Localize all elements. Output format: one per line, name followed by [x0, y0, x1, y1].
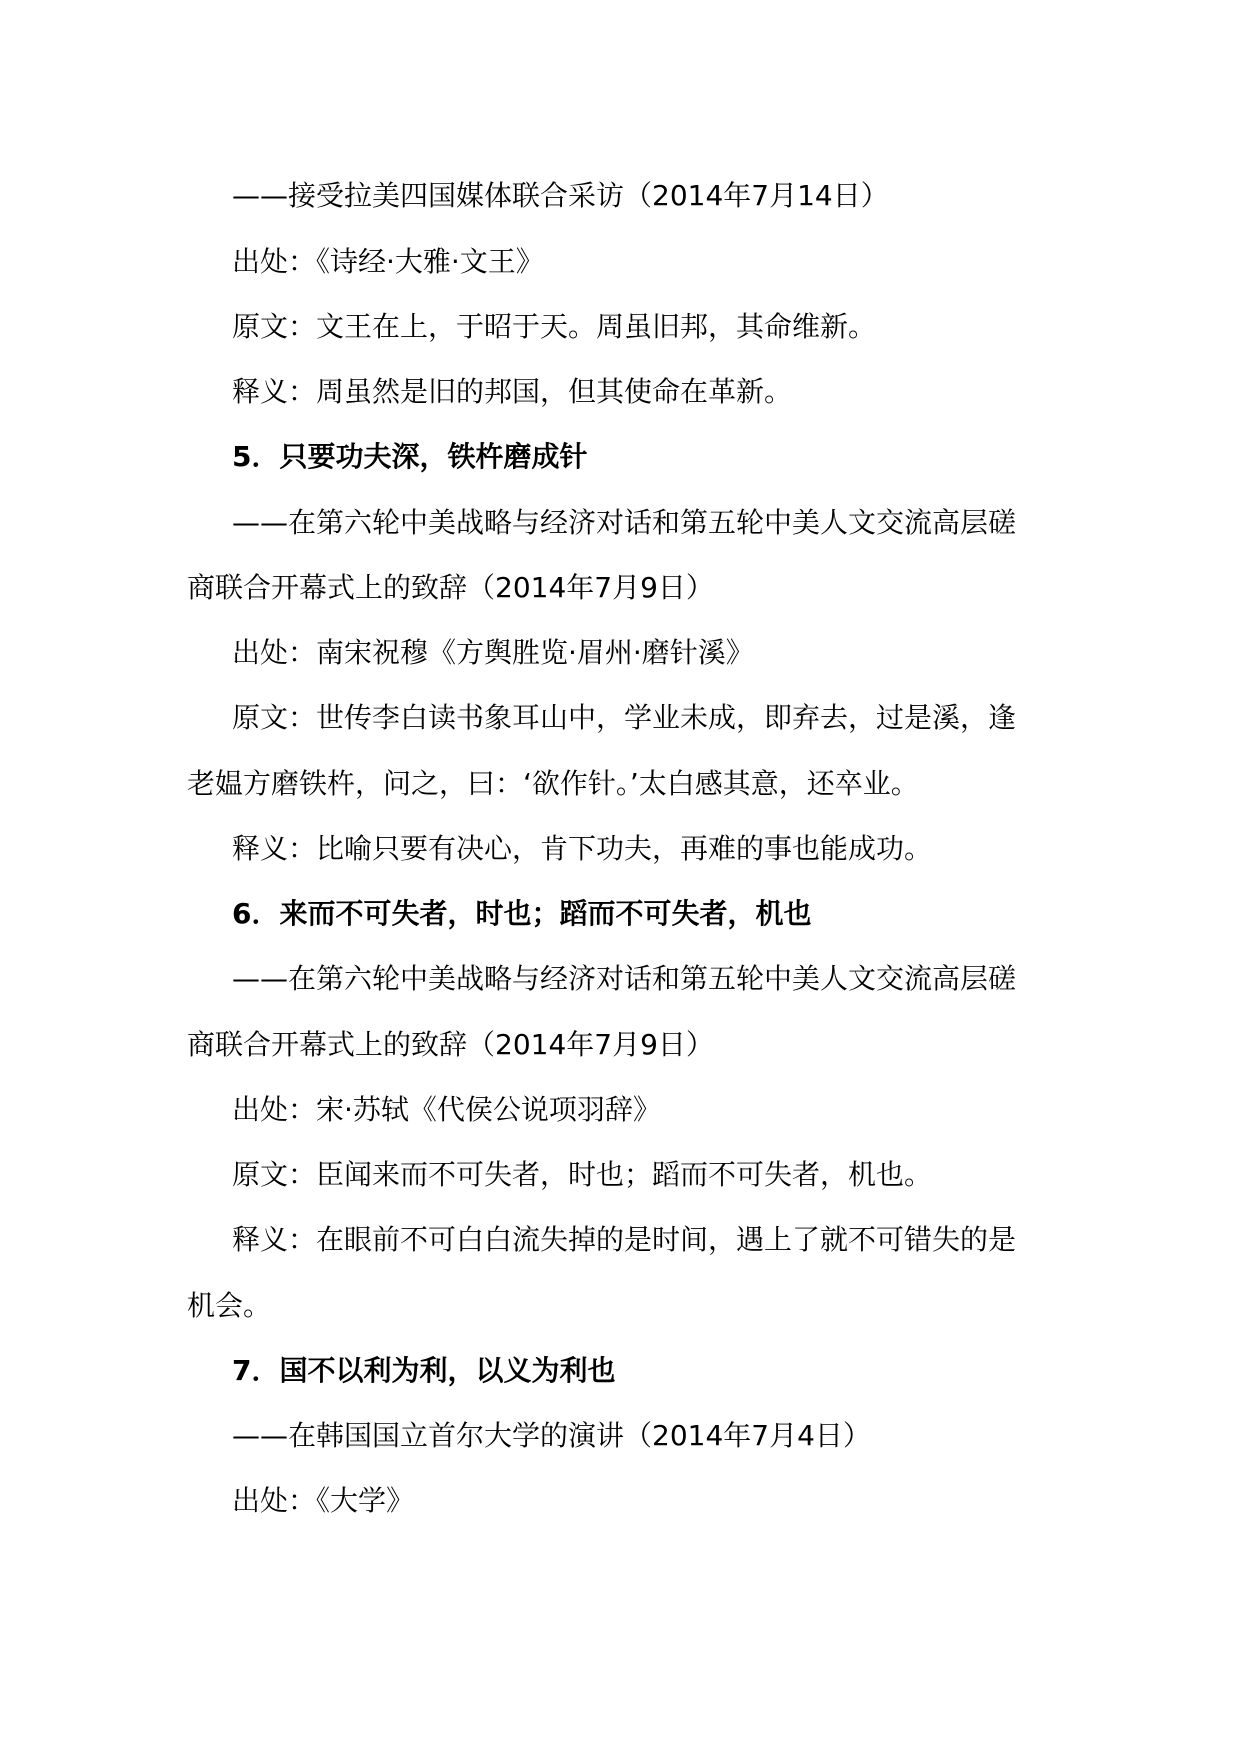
speech-source-line: ——在第六轮中美战略与经济对话和第五轮中美人文交流高层磋	[232, 506, 1017, 539]
original-text-line: 原文：臣闻来而不可失者，时也；蹈而不可失者，机也。	[232, 1158, 933, 1191]
origin-line: 出处：宋·苏轼《代侯公说项羽辞》	[232, 1093, 661, 1126]
section-heading-7: 7．国不以利为利，以义为利也	[232, 1354, 616, 1387]
origin-line: 出处：南宋祝穆《方舆胜览·眉州·磨针溪》	[232, 636, 754, 669]
meaning-line: 释义：周虽然是旧的邦国，但其使命在革新。	[232, 375, 793, 408]
section-heading-6: 6．来而不可失者，时也；蹈而不可失者，机也	[232, 897, 812, 930]
speech-source-line: ——在第六轮中美战略与经济对话和第五轮中美人文交流高层磋	[232, 962, 1017, 995]
meaning-continuation: 机会。	[187, 1289, 272, 1322]
original-text-continuation: 老媪方磨铁杵，问之，曰：‘欲作针。’太白感其意，还卒业。	[187, 767, 919, 800]
speech-source-line: ——在韩国国立首尔大学的演讲（2014年7月4日）	[232, 1419, 871, 1452]
speech-source-continuation: 商联合开幕式上的致辞（2014年7月9日）	[187, 571, 714, 604]
original-text-line: 原文：世传李白读书象耳山中，学业未成，即弃去，过是溪，逢	[232, 701, 1017, 734]
speech-source-line: ——接受拉美四国媒体联合采访（2014年7月14日）	[232, 179, 889, 212]
meaning-line: 释义：在眼前不可白白流失掉的是时间，遇上了就不可错失的是	[232, 1223, 1017, 1256]
origin-line: 出处：《大学》	[232, 1484, 415, 1517]
speech-source-continuation: 商联合开幕式上的致辞（2014年7月9日）	[187, 1028, 714, 1061]
meaning-line: 释义：比喻只要有决心，肯下功夫，再难的事也能成功。	[232, 832, 933, 865]
section-heading-5: 5．只要功夫深，铁杵磨成针	[232, 440, 588, 473]
original-text-line: 原文：文王在上，于昭于天。周虽旧邦，其命维新。	[232, 310, 877, 343]
origin-line: 出处：《诗经·大雅·文王》	[232, 245, 544, 278]
